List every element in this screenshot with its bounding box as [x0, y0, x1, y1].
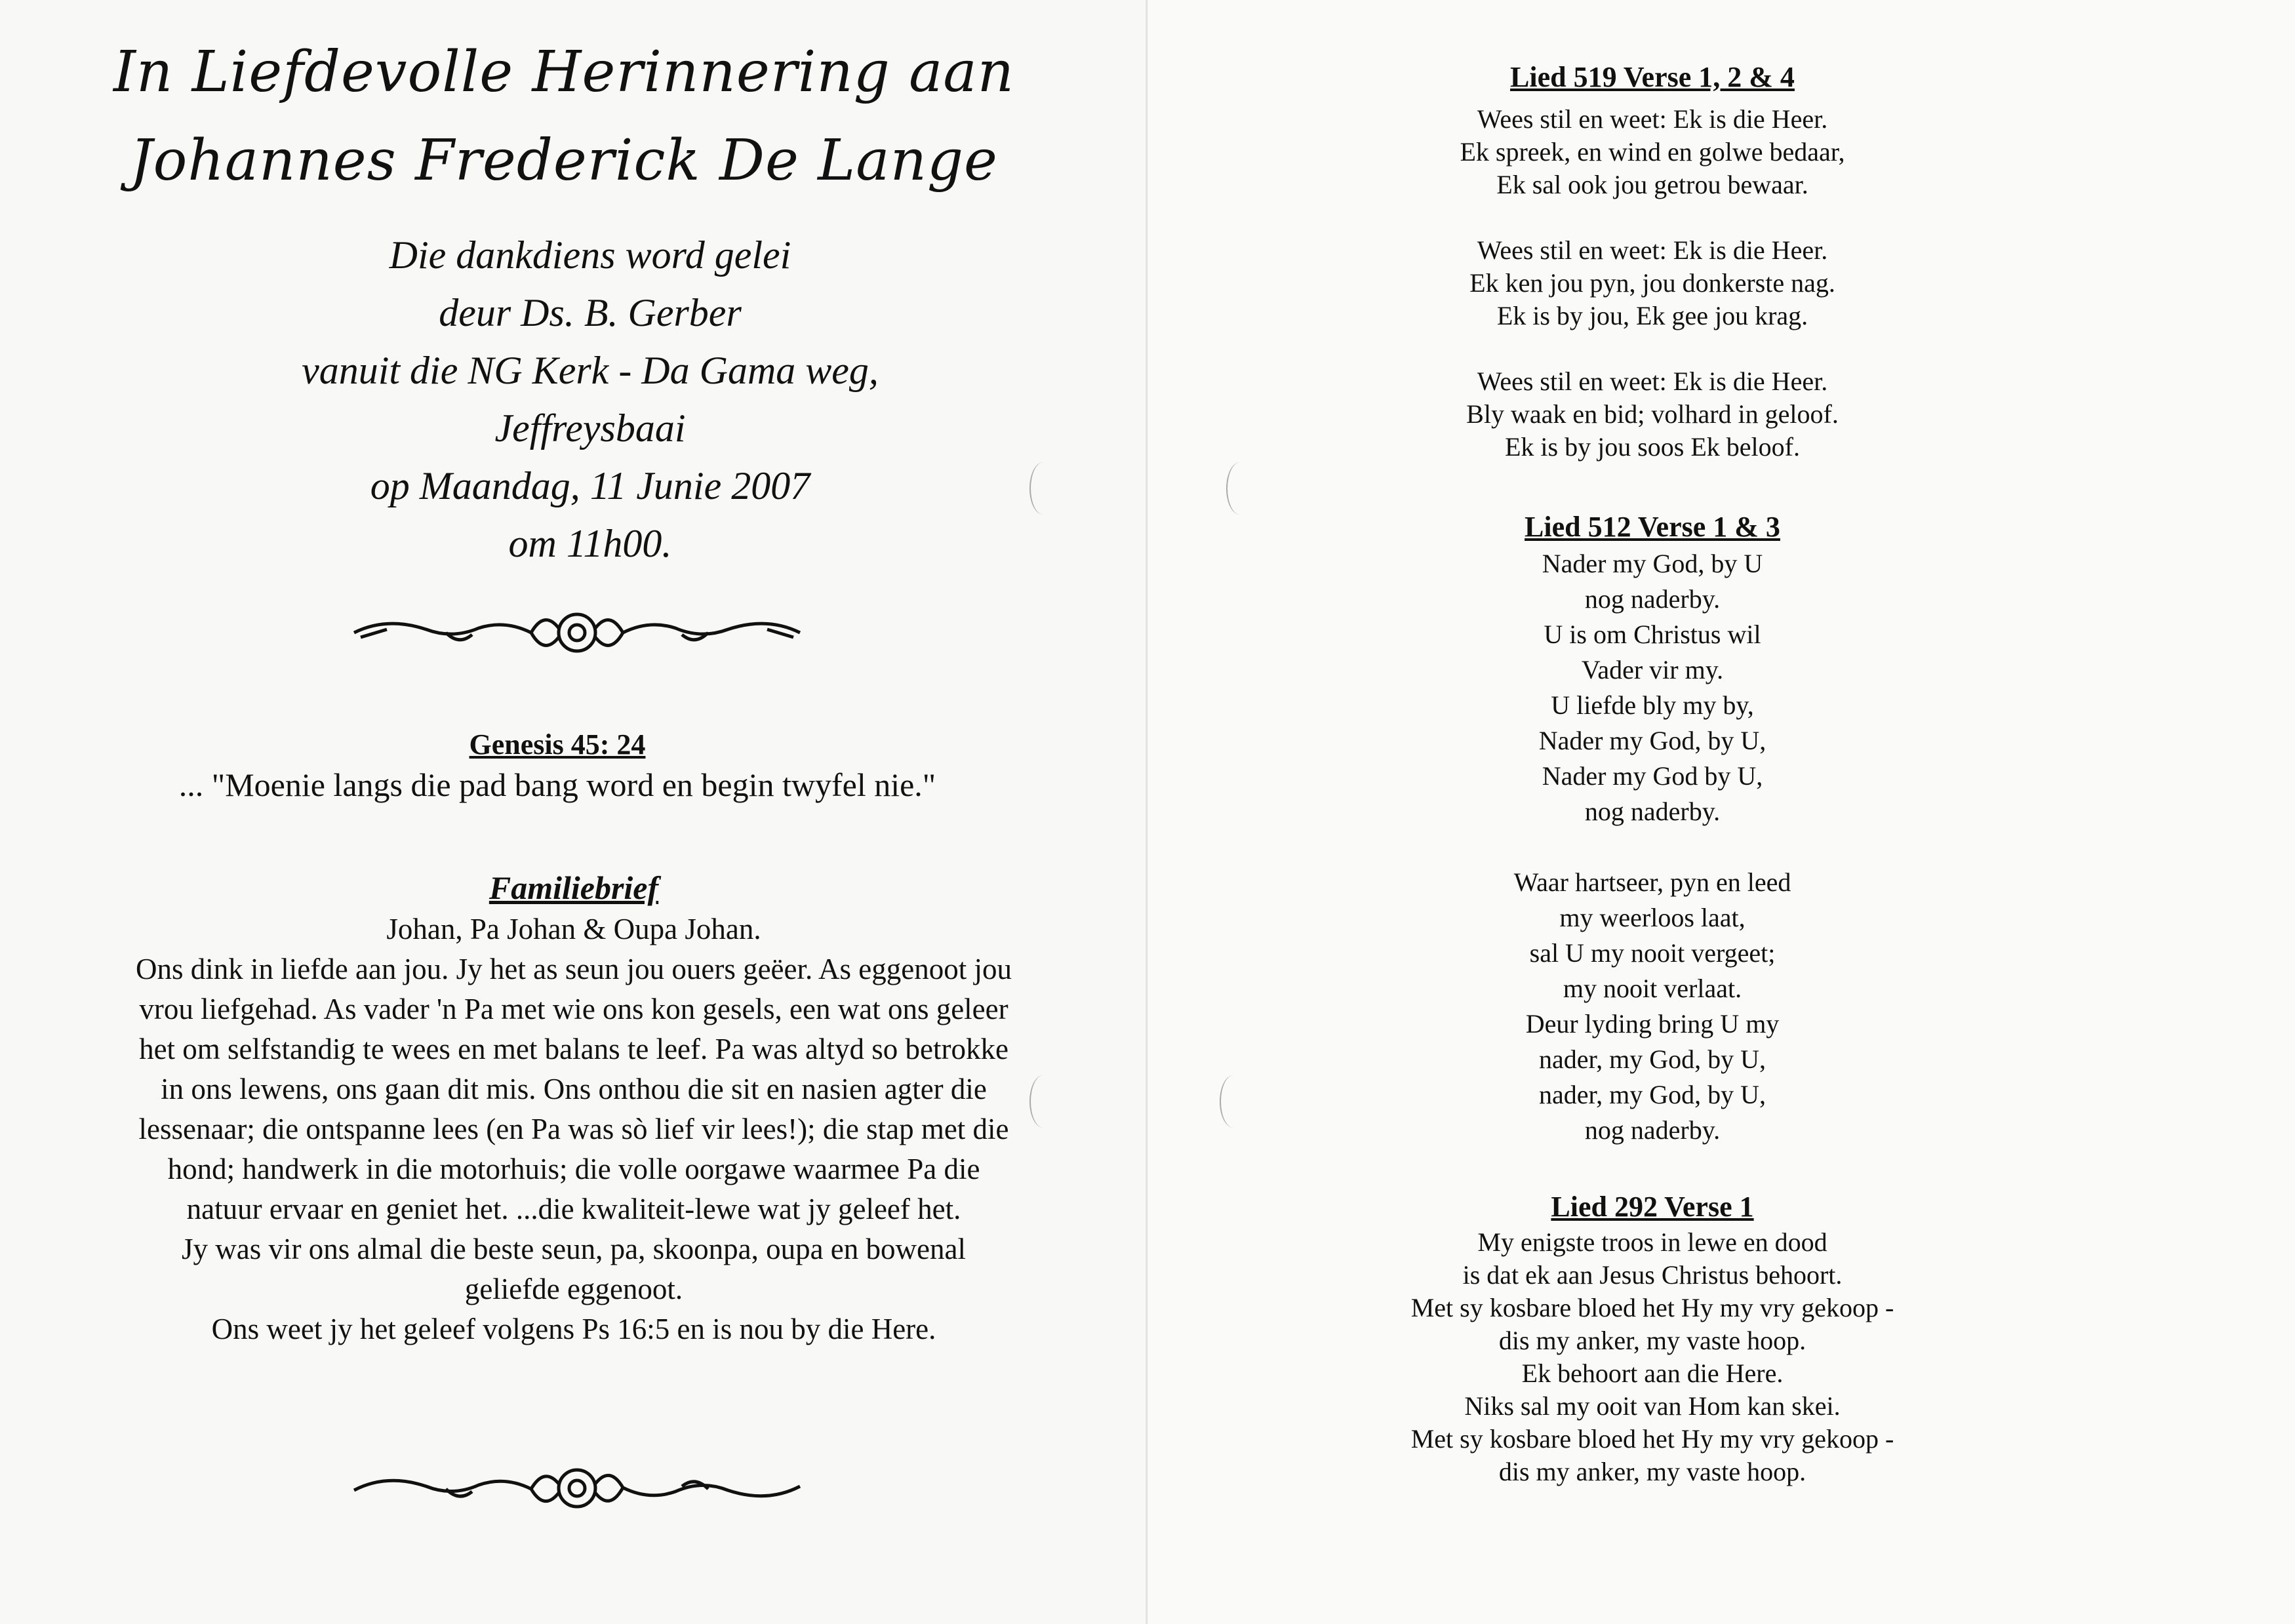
hymn-line: nog naderby.	[1584, 584, 1721, 614]
hymn-line: nader, my God, by U,	[1538, 1044, 1766, 1074]
binder-hole-icon	[1029, 462, 1057, 515]
hymn-line: sal U my nooit vergeet;	[1529, 938, 1776, 968]
stanza	[1266, 365, 2039, 464]
hymn-heading: Lied 512 Verse 1 & 3	[1525, 511, 1780, 543]
scripture-quote: ... "Moenie langs die pad bang word en begin twyfel nie."	[178, 766, 936, 803]
letter-line: Johan, Pa Johan & Oupa Johan.	[386, 913, 761, 945]
hymn-line: Vader vir my.	[1581, 655, 1724, 684]
stanza	[1266, 103, 2039, 201]
hymn-line: nog naderby.	[1584, 1115, 1721, 1145]
hymn-519	[1266, 60, 2039, 464]
family-letter	[52, 869, 1095, 1349]
binder-hole-icon	[1220, 1075, 1247, 1128]
hymn-line: Waar hartseer, pyn en leed	[1513, 867, 1791, 897]
hymn-line: Ek behoort aan die Here.	[1521, 1358, 1784, 1388]
letter-line: vrou liefgehad. As vader 'n Pa met wie ons kon gesels, een wat ons geleer	[139, 993, 1008, 1025]
hymn-line: Wees stil en weet: Ek is die Heer.	[1477, 235, 1828, 265]
hymn-line: Ek is by jou, Ek gee jou krag.	[1496, 301, 1808, 330]
stanza	[1266, 234, 2039, 332]
hymn-line: Nader my God, by U,	[1538, 726, 1766, 755]
hymn-line: Ek is by jou soos Ek beloof.	[1505, 432, 1800, 462]
hymn-line: Wees stil en weet: Ek is die Heer.	[1477, 104, 1828, 134]
stanza	[1266, 546, 2039, 829]
hymn-line: Met sy kosbare bloed het Hy my vry gekoop -	[1410, 1293, 1894, 1322]
hymn-line: Nader my God by U,	[1542, 761, 1763, 791]
hymn-line: U is om Christus wil	[1544, 620, 1761, 649]
hymn-292	[1220, 1190, 2085, 1488]
hymn-line: nader, my God, by U,	[1538, 1080, 1766, 1109]
intro-line: om 11h00.	[508, 522, 672, 565]
letter-line: Ons weet jy het geleef volgens Ps 16:5 en is nou by die Here.	[211, 1313, 936, 1345]
hymn-line: Niks sal my ooit van Hom kan skei.	[1464, 1391, 1841, 1421]
hymn-heading: Lied 292 Verse 1	[1551, 1191, 1754, 1223]
letter-line: het om selfstandig te wees en met balans te leef. Pa was altyd so betrokke	[139, 1033, 1008, 1065]
right-page	[1148, 0, 2295, 1624]
service-details	[131, 226, 1049, 572]
hymn-line: My enigste troos in lewe en dood	[1477, 1227, 1827, 1257]
hymn-line: dis my anker, my vaste hoop.	[1498, 1457, 1806, 1486]
hymn-line: nog naderby.	[1584, 797, 1721, 826]
hymn-line: U liefde bly my by,	[1551, 690, 1754, 720]
letter-line: lessenaar; die ontspanne lees (en Pa was sò lief vir lees!); die stap met die	[138, 1113, 1009, 1145]
hymn-line: my nooit verlaat.	[1563, 974, 1742, 1003]
letter-line: geliefde eggenoot.	[464, 1273, 683, 1305]
letter-line: Jy was vir ons almal die beste seun, pa, skoonpa, oupa en bowenal	[182, 1233, 966, 1265]
memorial-title-line-2: Johannes Frederick De Lange	[130, 128, 998, 193]
scroll-ornament-icon	[348, 603, 807, 662]
binder-hole-icon	[1029, 1075, 1057, 1128]
hymn-heading: Lied 519 Verse 1, 2 & 4	[1510, 61, 1795, 93]
intro-line: op Maandag, 11 Junie 2007	[370, 464, 810, 507]
hymn-line: Met sy kosbare bloed het Hy my vry gekoop -	[1410, 1424, 1894, 1454]
letter-line: in ons lewens, ons gaan dit mis. Ons onthou die sit en nasien agter die	[161, 1073, 987, 1105]
intro-line: deur Ds. B. Gerber	[439, 291, 742, 334]
letter-line: hond; handwerk in die motorhuis; die volle oorgawe waarmee Pa die	[167, 1153, 980, 1185]
binder-hole-icon	[1226, 462, 1254, 515]
letter-heading: Familiebrief	[489, 869, 659, 906]
letter-line: natuur ervaar en geniet het. ...die kwaliteit-lewe wat jy geleef het.	[186, 1193, 961, 1225]
scripture-heading: Genesis 45: 24	[469, 728, 646, 761]
hymn-line: is dat ek aan Jesus Christus behoort.	[1462, 1260, 1843, 1290]
hymn-line: Ek ken jou pyn, jou donkerste nag.	[1469, 268, 1835, 298]
hymn-line: Ek spreek, en wind en golwe bedaar,	[1460, 137, 1845, 167]
intro-line: vanuit die NG Kerk - Da Gama weg,	[302, 349, 879, 392]
memorial-title-line-1: In Liefdevolle Herinnering aan	[113, 39, 1015, 105]
scripture-section	[98, 728, 1016, 805]
stanza	[1266, 865, 2039, 1148]
hymn-line: Deur lyding bring U my	[1525, 1009, 1780, 1039]
hymn-line: my weerloos laat,	[1559, 903, 1746, 932]
hymn-line: Nader my God, by U	[1542, 549, 1763, 578]
intro-line: Die dankdiens word gelei	[389, 233, 791, 277]
hymn-512	[1266, 510, 2039, 1148]
letter-line: Ons dink in liefde aan jou. Jy het as seun jou ouers geëer. As eggenoot jou	[136, 953, 1012, 985]
hymn-line: Ek sal ook jou getrou bewaar.	[1496, 170, 1808, 199]
hymn-line: dis my anker, my vaste hoop.	[1498, 1326, 1806, 1355]
hymn-line: Bly waak en bid; volhard in geloof.	[1466, 399, 1839, 429]
scroll-ornament-icon	[348, 1459, 807, 1518]
hymn-line: Wees stil en weet: Ek is die Heer.	[1477, 366, 1828, 396]
stanza	[1220, 1226, 2085, 1488]
intro-line: Jeffreysbaai	[494, 406, 686, 450]
